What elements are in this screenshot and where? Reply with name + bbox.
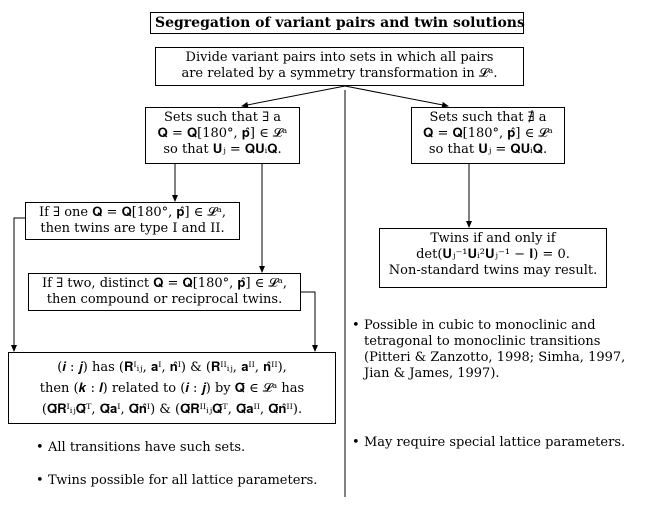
twins-iff-line-2: det(𝐔ⱼ⁻¹𝐔ᵢ²𝐔ⱼ⁻¹ − 𝐈) = 0.	[416, 247, 570, 262]
left-sets-line-1: Sets such that ∃ a	[163, 110, 282, 125]
right-note-line-2	[352, 334, 625, 350]
divide-line-2: are related by a symmetry transformation in 𝓛ᵃ.	[181, 66, 498, 81]
divide-box	[155, 47, 524, 86]
relation-line-2: then (𝒌 : 𝒍) related to (𝒊 : 𝒋) by 𝐐̄ ∈ 𝓛ᵃ has	[39, 381, 305, 396]
right-note-line-3	[352, 350, 625, 366]
relation-box	[8, 352, 336, 424]
right-sets-line-1: Sets such that ∄ a	[429, 110, 547, 125]
left-bullet-1-text: All transitions have such sets.	[48, 440, 246, 455]
right-note-line-1	[352, 318, 625, 334]
relation-line-1: (𝒊 : 𝒋) has (𝐑ᴵᵢⱼ, 𝐚ᴵ, 𝐧̂ᴵ) & (𝐑ᴵᴵᵢⱼ, 𝐚ᴵᴵ, 𝐧̂ᴵᴵ),	[57, 360, 287, 375]
right-note-line-4	[352, 366, 625, 382]
arrow-one-q-to-relation	[14, 218, 25, 351]
right-note-line-2-text: tetragonal to monoclinic transitions	[364, 334, 601, 349]
diagram-title-text: Segregation of variant pairs and twin solutions	[155, 15, 525, 31]
two-q-line-2: then compound or reciprocal twins.	[46, 292, 283, 307]
right-note-line-4-text: Jian & James, 1997).	[364, 366, 500, 381]
diagram-title	[150, 12, 524, 34]
bullet-dot-icon: •	[36, 440, 44, 455]
twins-iff-line-1: Twins if and only if	[430, 231, 556, 246]
bullet-dot-icon: •	[36, 473, 44, 488]
two-q-box	[28, 273, 301, 311]
one-q-box	[25, 202, 240, 240]
left-bullet-2	[36, 473, 317, 489]
right-sets-line-3: so that 𝐔ⱼ = 𝐐𝐔ᵢ𝐐.	[428, 142, 548, 157]
right-sets-box	[411, 107, 565, 164]
right-bullet-text: May require special lattice parameters.	[364, 435, 626, 450]
left-sets-box	[145, 107, 300, 164]
right-note	[352, 318, 625, 382]
two-q-line-1: If ∃ two, distinct 𝐐 = 𝐐[180°, 𝐩̂] ∈ 𝓛ᵃ,	[41, 276, 288, 291]
arrow-divide-to-right-sets	[345, 86, 448, 106]
right-note-line-1-text: Possible in cubic to monoclinic and	[364, 318, 596, 333]
arrow-two-q-to-relation	[301, 292, 315, 351]
relation-line-3: (𝐐̄𝐑ᴵᵢⱼ𝐐̄ᵀ, 𝐐̄𝐚ᴵ, 𝐐̄𝐧̂ᴵ) & (𝐐̄𝐑ᴵᴵᵢⱼ𝐐̄ᵀ, 𝐐̄𝐚ᴵᴵ, 𝐐̄𝐧̂ᴵᴵ).	[41, 402, 303, 417]
divide-line-1: Divide variant pairs into sets in which all pairs	[185, 50, 494, 65]
arrow-divide-to-left-sets	[242, 86, 345, 106]
one-q-line-1: If ∃ one 𝐐 = 𝐐[180°, 𝐩̂] ∈ 𝓛ᵃ,	[38, 205, 227, 220]
bullet-dot-icon: •	[352, 435, 360, 450]
right-sets-line-2: 𝐐 = 𝐐[180°, 𝐩̂] ∈ 𝓛ᵃ	[423, 126, 553, 141]
right-bullet	[352, 435, 625, 451]
bullet-dot-icon: •	[352, 318, 360, 333]
left-bullet-1	[36, 440, 245, 456]
twins-iff-line-3: Non-standard twins may result.	[388, 263, 598, 278]
left-sets-line-3: so that 𝐔ⱼ = 𝐐𝐔ᵢ𝐐.	[163, 142, 282, 157]
one-q-line-2: then twins are type I and II.	[40, 221, 225, 236]
twins-iff-box	[379, 228, 607, 288]
left-bullet-2-text: Twins possible for all lattice parameters.	[48, 473, 318, 488]
left-sets-line-2: 𝐐 = 𝐐[180°, 𝐩̂] ∈ 𝓛ᵃ	[157, 126, 288, 141]
right-note-line-3-text: (Pitteri & Zanzotto, 1998; Simha, 1997,	[364, 350, 626, 365]
